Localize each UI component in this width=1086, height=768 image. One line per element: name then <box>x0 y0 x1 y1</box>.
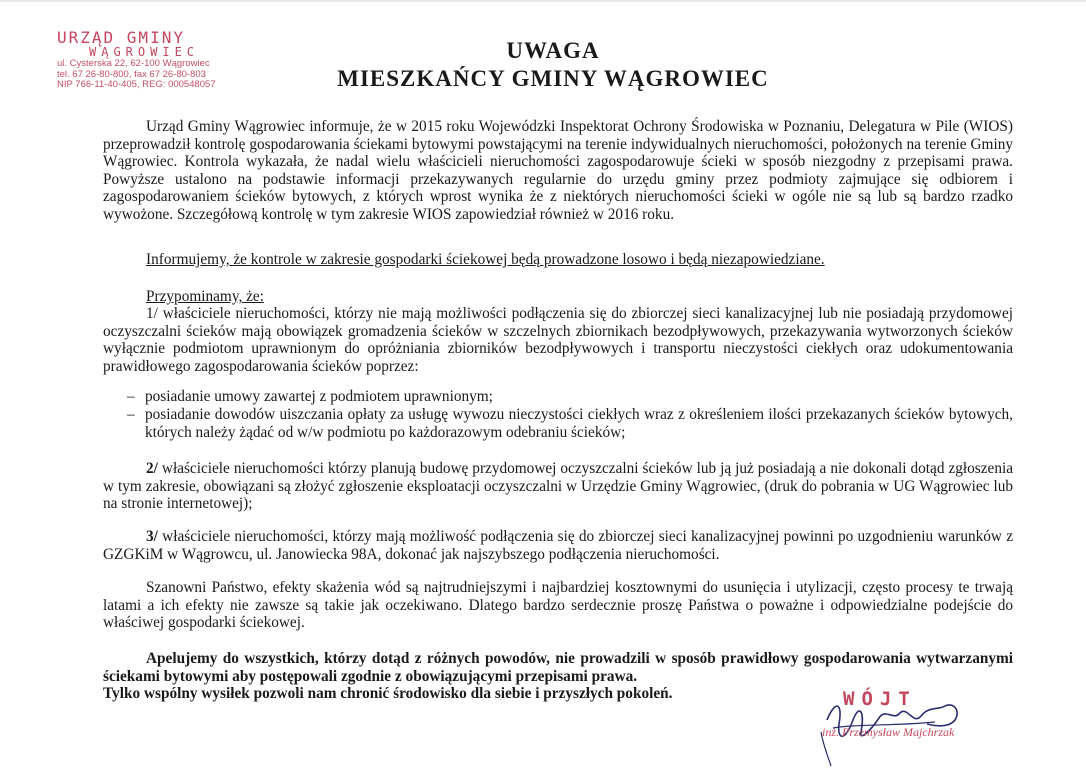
point-1 <box>103 305 1013 375</box>
page-title: UWAGA <box>506 38 600 63</box>
handwritten-signature <box>815 680 975 768</box>
closing-appeal: Apelujemy do wszystkich, którzy dotąd z różnych powodów, nie prowadzili w sposób prawidłowy gospodarowania wytwarzanymi ściekami bytowymi aby postępowali zgodnie z obowiązującymi przepisami prawa. <box>103 650 1013 685</box>
point-3 <box>103 528 1013 563</box>
appeal-paragraph: Szanowni Państwo, efekty skażenia wód są najtrudniejszymi i najbardziej kosztownymi do usunięcia i utylizacji, często procesy te trwają latami a ich efekty nie zawsze są takie jak oczekiwano. Dlatego bardzo serdecznie proszę Państwa o poważne i odpowiedzialne podejście do właściwej gospodarki ściekowej. <box>103 579 1013 632</box>
intro-paragraph: Urząd Gminy Wągrowiec informuje, że w 2015 roku Wojewódzki Inspektorat Ochrony Środowiska w Poznaniu, Delegatura w Pile (WIOS) przeprowadził kontrolę gospodarowania ściekami bytowymi powstającymi na terenie indywidualnych nieruchomości, położonych na terenie Gminy Wągrowiec. Kontrola wykazała, że nadal wielu właścicieli nieruchomości zagospodarowuje ścieki w sposób niezgodny z przepisami prawa. Powyższe ustalono na podstawie informacji przekazywanych regularnie do urzędu gminy przez podmioty zajmujące się odbiorem i zagospodarowaniem ścieków bytowych, z których wprost wynika że z niektórych nieruchomości ścieki w ogóle nie są lub są bardzo rzadko wywożone. Szczegółową kontrolę w tym zakresie WIOS zapowiedział również w 2016 roku. <box>103 118 1013 223</box>
stamp-address: ul. Cysterska 22, 62-100 Wągrowiec <box>57 58 210 69</box>
signature-stamp: WÓJT <box>843 688 917 710</box>
inform-line <box>146 251 1016 269</box>
remind-text: Przypominamy, że: <box>146 288 264 305</box>
office-stamp <box>57 30 237 91</box>
closing-line: Tylko wspólny wysiłek pozwoli nam chronić środowisko dla siebie i przyszłych pokoleń. <box>103 685 673 702</box>
signatory-name: inż. Przemysław Majchrzak <box>822 725 955 739</box>
bullet-dash-1: – <box>127 388 135 405</box>
point-3-text: właściciele nieruchomości, którzy mają możliwość podłączenia się do zbiorczej sieci kanalizacyjnej powinni po uzgodnieniu warunków z GZGKiM w Wągrowcu, ul. Janowiecka 98A, dokonać jak najszybszego podłączenia nieruchomości. <box>103 528 1014 563</box>
point-2-text: właściciele nieruchomości którzy planują budowę przydomowej oczyszczalni ścieków lub ją już posiadają a nie dokonali dotąd zgłoszenia w tym zakresie, obowiązani są złożyć zgłoszenie eksploatacji oczyszczalni w Urzędzie Gminy Wągrowiec, (druk do pobrania w UG Wągrowiec lub na stronie internetowej); <box>103 460 1014 513</box>
point-2 <box>103 460 1013 513</box>
bullet-item-2: posiadanie dowodów uiszczania opłaty za usługę wywozu nieczystości ciekłych wraz z określeniem ilości przekazanych ścieków bytowych, których należy żądać od w/w podmiotu po każdorazowym odebraniu ścieków; <box>145 406 1013 441</box>
bullet-item-1: posiadanie umowy zawartej z podmiotem uprawnionym; <box>145 388 493 405</box>
bullet-dash-2: – <box>127 406 135 423</box>
point-1-number: 1/ <box>146 305 158 322</box>
point-1-text: właściciele nieruchomości, którzy nie mają możliwości podłączenia się do zbiorczej sieci kanalizacyjnej lub nie posiadają przydomowej oczyszczalni ścieków mają obowiązek gromadzenia ścieków w szczelnych zbiornikach bezodpływowych, przekazywania wytworzonych ścieków wyłącznie podmiotom uprawnionym do opróżniania zbiorników bezodpływowych i transportu nieczystości ciekłych oraz udokumentowania prawidłowego zagospodarowania ścieków poprzez: <box>103 305 1014 375</box>
page-subtitle: MIESZKAŃCY GMINY WĄGROWIEC <box>337 66 769 91</box>
stamp-phone: tel. 67 26-80-800, fax 67 26-80-803 <box>57 68 206 80</box>
inform-text: Informujemy, że kontrole w zakresie gospodarki ściekowej będą prowadzone losowo i będą niezapowiedziane. <box>146 251 825 268</box>
stamp-org-name: URZĄD GMINY <box>57 28 185 47</box>
page-edge <box>0 0 1086 2</box>
stamp-town: WĄGROWIEC <box>89 45 200 59</box>
point-3-number: 3/ <box>146 528 158 545</box>
point-2-number: 2/ <box>146 460 158 477</box>
remind-heading <box>146 288 546 306</box>
stamp-ids: NIP 766-11-40-405, REG: 000548057 <box>57 79 216 90</box>
